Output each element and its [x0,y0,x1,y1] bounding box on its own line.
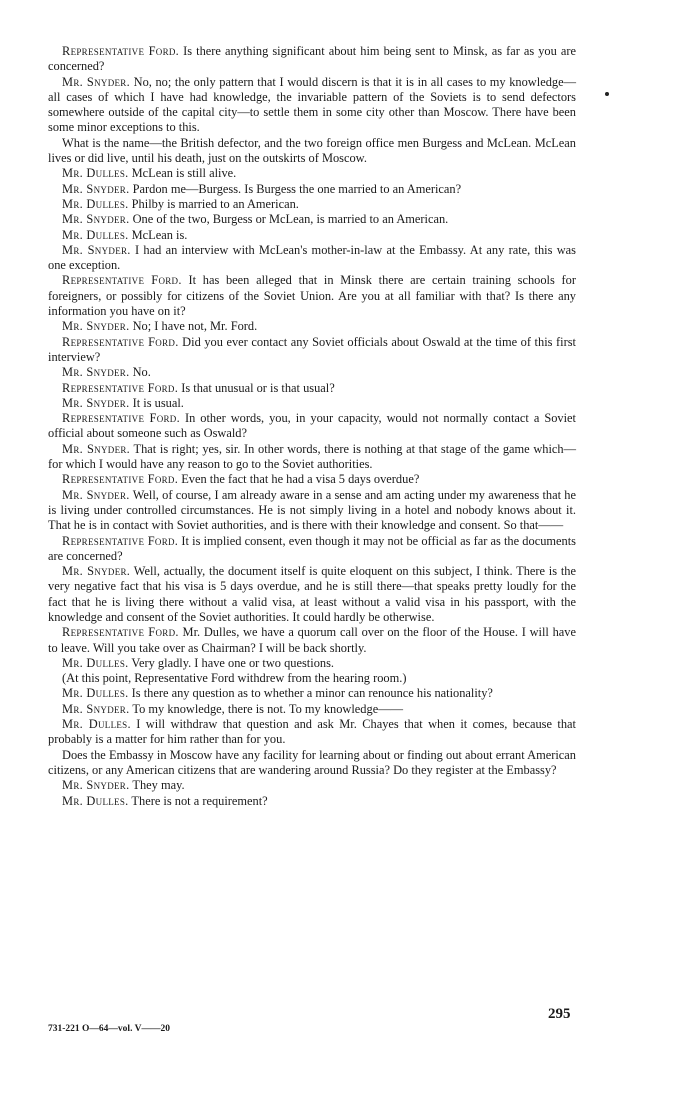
speaker-name: Representative Ford. [62,472,179,487]
narrative-paragraph [48,671,576,686]
page-number: 295 [548,1006,571,1022]
speaker-name: Mr. Dulles. [62,793,129,808]
speaker-name: Mr. Dulles. [62,227,129,242]
speaker-name: Representative Ford. [62,334,179,349]
paragraph-text: In other words, you, in your capacity, would not normally contact a Soviet official about someone such as Oswald? [48,411,576,441]
paragraph-text: Philby is married to an American. [128,196,299,211]
speaker-name: Mr. Snyder. [62,395,130,410]
testimony-paragraph [48,702,576,717]
paragraph-text: Very gladly. I have one or two questions. [128,655,334,670]
testimony-paragraph [48,794,576,809]
paragraph-text: I will withdraw that question and ask Mr. Chayes that when it comes, because that probably is a matter for him rather than for you. [48,717,576,747]
speaker-name: Mr. Snyder. [62,487,130,502]
paragraph-text: Is there anything significant about him being sent to Minsk, as far as you are concerned? [48,44,576,74]
speaker-name: Representative Ford. [62,533,179,548]
paragraph-text: I had an interview with McLean's mother-in-law at the Embassy. At any rate, this was one exception. [48,242,576,273]
paragraph-text: Is there any question as to whether a minor can renounce his nationality? [128,686,493,701]
speaker-name: Mr. Dulles. [62,717,131,732]
testimony-paragraph [48,534,576,565]
paragraph-text: It is implied consent, even though it may not be official as far as the documents are concerned? [48,533,576,563]
speaker-name: Mr. Snyder. [62,319,130,334]
paragraph-text: Does the Embassy in Moscow have any facility for learning about or finding out about errant American citizens, or any American citizens that are wandering around Russia? Do they register at the Embassy? [48,747,576,777]
testimony-paragraph [48,335,576,366]
speaker-name: Mr. Snyder. [62,212,130,227]
testimony-paragraph [48,75,576,136]
testimony-paragraph [48,365,576,380]
speaker-name: Mr. Snyder. [62,441,131,456]
speaker-name: Mr. Snyder. [62,74,131,89]
testimony-paragraph [48,228,576,243]
speaker-name: Representative Ford. [62,411,181,426]
speaker-name: Mr. Snyder. [62,181,130,196]
speaker-name: Representative Ford. [62,625,179,640]
paragraph-text: McLean is still alive. [128,166,237,181]
paragraph-text: What is the name—the British defector, and the two foreign office men Burgess and McLean. McLean lives or did live, until his death, just on the outskirts of Moscow. [48,135,576,166]
testimony-paragraph [48,411,576,442]
speaker-name: Mr. Snyder. [62,701,130,716]
speaker-name: Mr. Snyder. [62,564,131,579]
footer-print-code: 731-221 O—64—vol. V——20 [48,1024,171,1034]
testimony-paragraph [48,381,576,396]
paragraph-text: They may. [129,778,185,793]
transcript-body [48,44,576,809]
testimony-paragraph [48,472,576,487]
speaker-name: Mr. Dulles. [62,196,129,211]
testimony-paragraph [48,44,576,75]
paragraph-text: One of the two, Burgess or McLean, is married to an American. [129,212,449,227]
testimony-paragraph [48,778,576,793]
paragraph-text: There is not a requirement? [128,793,268,808]
speaker-name: Representative Ford. [62,380,179,395]
speaker-name: Representative Ford. [62,273,182,288]
paragraph-text: It is usual. [129,395,184,410]
paragraph-text: Is that unusual or is that usual? [178,380,335,395]
testimony-paragraph [48,182,576,197]
speaker-name: Mr. Snyder. [62,242,131,257]
speaker-name: Mr. Dulles. [62,686,129,701]
speaker-name: Mr. Snyder. [62,778,130,793]
testimony-paragraph [48,686,576,701]
testimony-paragraph [48,656,576,671]
margin-speck [605,92,609,96]
testimony-paragraph [48,197,576,212]
speaker-name: Mr. Snyder. [62,365,130,380]
speaker-name: Mr. Dulles. [62,166,129,181]
speaker-name: Representative Ford. [62,44,180,58]
paragraph-text: It has been alleged that in Minsk there are certain training schools for foreigners, or possibly for citizens of the Soviet Union. Are you at all familiar with that? Is there any information you have on it? [48,273,576,319]
testimony-paragraph [48,166,576,181]
testimony-paragraph [48,564,576,625]
narrative-paragraph [48,136,576,167]
testimony-paragraph [48,625,576,656]
paragraph-text: No, no; the only pattern that I would discern is that it is in all cases to my knowledge—all cases of which I have had knowledge, the invariable pattern of the Soviets is to send defectors somewhere outside of the capital city—to settle them in some city other than Moscow. There have been some minor exceptions to this. [48,74,576,135]
paragraph-text: That is right; yes, sir. In other words, there is nothing at that stage of the game which—for which I would have any reason to go to the Soviet authorities. [48,441,576,472]
testimony-paragraph [48,243,576,274]
testimony-paragraph [48,212,576,227]
testimony-paragraph [48,273,576,319]
paragraph-text: No; I have not, Mr. Ford. [129,319,258,334]
paragraph-text: No. [129,365,151,380]
paragraph-text: Did you ever contact any Soviet officials about Oswald at the time of this first interview? [48,334,576,364]
testimony-paragraph [48,717,576,748]
testimony-paragraph [48,396,576,411]
paragraph-text: Even the fact that he had a visa 5 days overdue? [178,472,420,487]
testimony-paragraph [48,319,576,334]
paragraph-text: Mr. Dulles, we have a quorum call over on the floor of the House. I will have to leave. Will you take over as Chairman? I will be back shortly. [48,625,576,655]
paragraph-text: Pardon me—Burgess. Is Burgess the one married to an American? [129,181,462,196]
paragraph-text: Well, actually, the document itself is quite eloquent on this subject, I think. There is the very negative fact that his visa is 5 days overdue, and he is still there—that speaks pretty loudly for the fact that he is living there without a valid visa, at least without a valid visa in his passport, with the knowledge and consent of the Soviet authorities. It could hardly be otherwise. [48,564,576,624]
narrative-paragraph [48,748,576,779]
testimony-paragraph [48,442,576,473]
testimony-paragraph [48,488,576,534]
speaker-name: Mr. Dulles. [62,655,129,670]
paragraph-text: (At this point, Representative Ford withdrew from the hearing room.) [62,671,407,686]
paragraph-text: To my knowledge, there is not. To my knowledge—— [129,701,403,716]
paragraph-text: Well, of course, I am already aware in a sense and am acting under my awareness that he is living under controlled circumstances. He is not simply living in a hotel and nobody knows about it. That he is in contact with Soviet authorities, and is there with their knowledge and consent. So that—— [48,487,576,533]
paragraph-text: McLean is. [128,227,188,242]
